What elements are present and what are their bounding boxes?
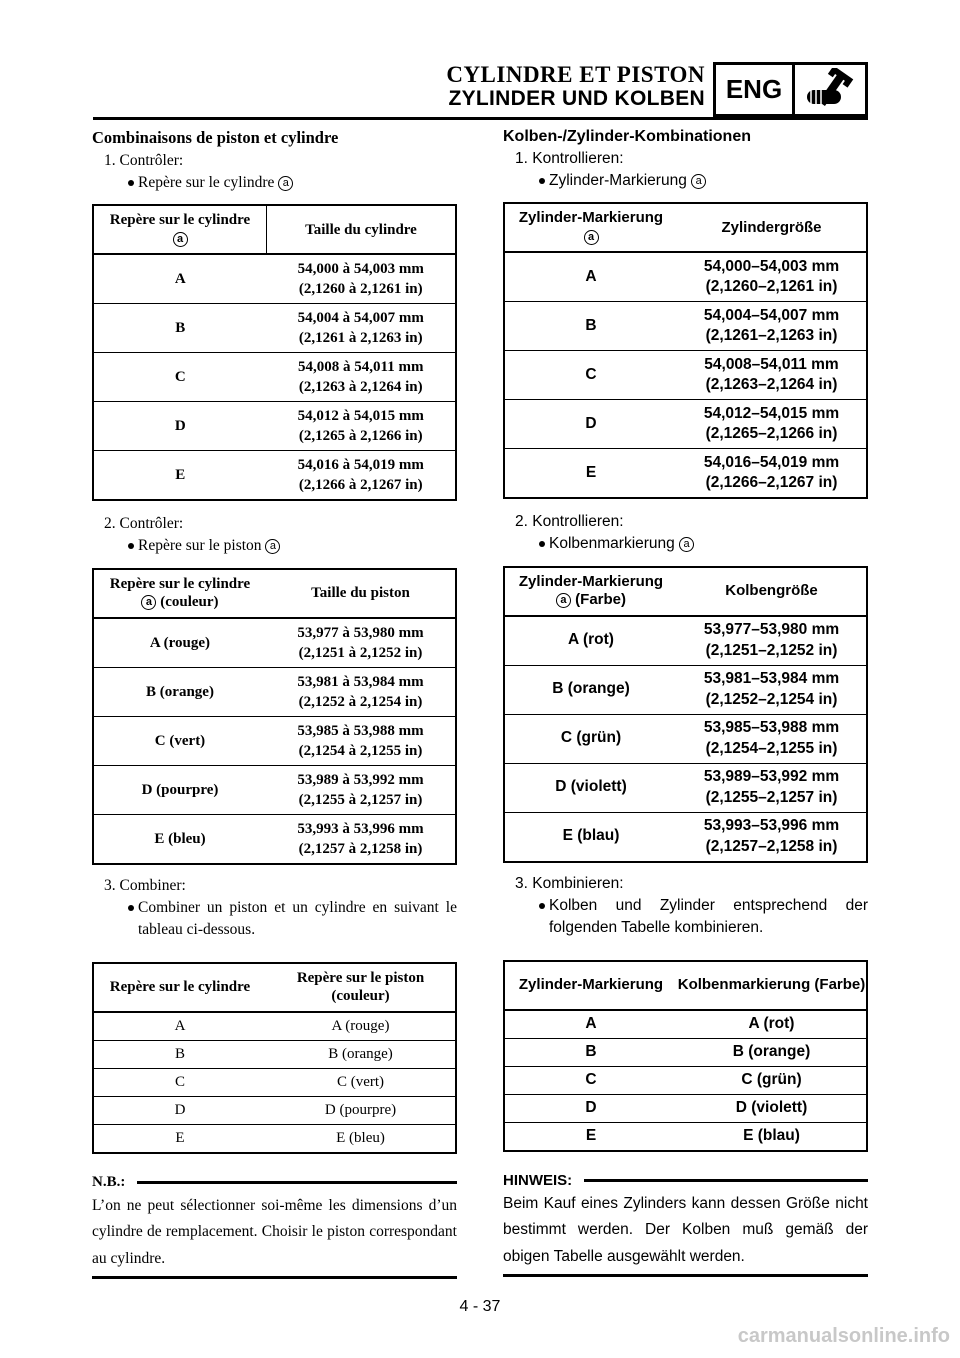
table-cell: B	[504, 1038, 677, 1066]
table-cell: E	[504, 449, 677, 499]
table-cell: E (blau)	[504, 812, 677, 862]
table-cell: 53,993 à 53,996 mm (2,1257 à 2,1258 in)	[266, 814, 456, 864]
table-cell: 53,977–53,980 mm (2,1251–2,1252 in)	[677, 616, 867, 666]
table-cell: D	[93, 1096, 266, 1124]
table-cell: 53,989–53,992 mm (2,1255–2,1257 in)	[677, 763, 867, 812]
table-cell: D (pourpre)	[266, 1096, 456, 1124]
table-cell: C	[504, 351, 677, 400]
section-title-french: CYLINDRE ET PISTON	[446, 62, 705, 87]
cylinder-size-table	[503, 202, 868, 499]
table-cell: C (grün)	[504, 714, 677, 763]
bullet-text: Repère sur le piston	[138, 537, 262, 555]
note-text: Beim Kauf eines Zylinders kann dessen Größe nicht bestimmt werden. Der Kolben muß gemäß der obigen Tabelle ausgewählt werden.	[503, 1194, 868, 1265]
note-end-rule	[503, 1274, 868, 1277]
table-header-cell: Zylinder-Markierung a (Farbe)	[504, 567, 677, 616]
section-heading: Kolben-/Zylinder-Kombinationen	[503, 128, 751, 145]
marker-a: a	[584, 230, 599, 245]
table-cell: 54,012–54,015 mm (2,1265–2,1266 in)	[677, 400, 867, 449]
bullet-icon	[128, 905, 134, 911]
table-cell: E	[93, 451, 267, 501]
marker-a: a	[679, 537, 694, 552]
marker-a: a	[691, 174, 706, 189]
step-3-label: 3. Combiner:	[104, 876, 186, 894]
table-header-cell: Repère sur le cylindre	[93, 963, 266, 1012]
table-cell: D (pourpre)	[93, 765, 266, 814]
note-heading	[503, 1172, 868, 1189]
step-1-bullet	[503, 170, 868, 192]
table-cell: A (rot)	[677, 1010, 867, 1039]
table-cell: 53,981 à 53,984 mm (2,1252 à 2,1254 in)	[266, 667, 456, 716]
table-cell: D (violett)	[677, 1094, 867, 1122]
note-label: N.B.:	[92, 1173, 126, 1190]
table-cell: B	[93, 304, 267, 353]
table-cell: C (grün)	[677, 1066, 867, 1094]
table-cell: 54,016–54,019 mm (2,1266–2,1267 in)	[677, 449, 867, 499]
french-column	[92, 128, 457, 1279]
table-cell: A	[93, 1012, 266, 1041]
table-cell: C	[93, 353, 267, 402]
table-header-cell: Zylindergröße	[677, 203, 867, 252]
step-2-label: 2. Kontrollieren:	[515, 513, 624, 531]
table-cell: E	[93, 1124, 266, 1153]
table-cell: B	[93, 1040, 266, 1068]
table-cell: B	[504, 302, 677, 351]
note-label: HINWEIS:	[503, 1171, 573, 1189]
watermark: carmanualsonline.info	[737, 1325, 950, 1347]
combination-table	[92, 962, 457, 1154]
marker-a: a	[278, 176, 293, 191]
table-cell: E (bleu)	[266, 1124, 456, 1153]
marker-a: a	[265, 539, 280, 554]
table-cell: 53,985 à 53,988 mm (2,1254 à 2,1255 in)	[266, 716, 456, 765]
table-cell: D	[504, 1094, 677, 1122]
table-header-cell: Kolbenmarkierung (Farbe)	[677, 961, 867, 1010]
table-cell: B (orange)	[93, 667, 266, 716]
note-heading	[92, 1174, 457, 1191]
page-number: 4 - 37	[459, 1298, 501, 1315]
wrench-icon	[795, 65, 865, 114]
table-cell: A	[93, 254, 267, 304]
table-cell: D (violett)	[504, 763, 677, 812]
note-rule	[137, 1181, 457, 1184]
bullet-text: Zylinder-Markierung	[549, 172, 687, 189]
piston-size-table	[92, 568, 457, 865]
section-heading: Combinaisons de piston et cylindre	[92, 128, 339, 147]
table-cell: 54,008–54,011 mm (2,1263–2,1264 in)	[677, 351, 867, 400]
table-cell: 54,004–54,007 mm (2,1261–2,1263 in)	[677, 302, 867, 351]
table-header-cell: Kolbengröße	[677, 567, 867, 616]
table-cell: 53,985–53,988 mm (2,1254–2,1255 in)	[677, 714, 867, 763]
table-cell: B (orange)	[504, 665, 677, 714]
step-2-bullet	[503, 533, 868, 555]
header-rule	[93, 117, 868, 120]
bullet-text: Repère sur le cylindre	[138, 174, 275, 191]
table-cell: E	[504, 1122, 677, 1151]
german-column	[503, 128, 868, 1277]
table-cell: 54,012 à 54,015 mm (2,1265 à 2,1266 in)	[267, 402, 457, 451]
note-end-rule	[92, 1276, 457, 1279]
table-cell: B (orange)	[266, 1040, 456, 1068]
cylinder-size-table	[92, 204, 457, 501]
section-title-german: ZYLINDER UND KOLBEN	[448, 87, 705, 110]
step-1-label: 1. Kontrollieren:	[515, 150, 624, 167]
table-cell: 54,000 à 54,003 mm (2,1260 à 2,1261 in)	[267, 254, 457, 304]
table-cell: 54,004 à 54,007 mm (2,1261 à 2,1263 in)	[267, 304, 457, 353]
table-header-cell: Repère sur le cylindre a (couleur)	[93, 569, 266, 618]
piston-size-table	[503, 566, 868, 863]
marker-a: a	[556, 593, 571, 608]
step-2-bullet	[92, 535, 457, 557]
table-cell: E (blau)	[677, 1122, 867, 1151]
table-header-cell: Repère sur le piston (couleur)	[266, 963, 456, 1012]
table-cell: 53,993–53,996 mm (2,1257–2,1258 in)	[677, 812, 867, 862]
table-cell: A	[504, 252, 677, 302]
table-cell: A (rouge)	[266, 1012, 456, 1041]
table-cell: 54,016 à 54,019 mm (2,1266 à 2,1267 in)	[267, 451, 457, 501]
table-cell: 53,989 à 53,992 mm (2,1255 à 2,1257 in)	[266, 765, 456, 814]
table-cell: C	[504, 1066, 677, 1094]
table-cell: E (bleu)	[93, 814, 266, 864]
table-cell: 54,000–54,003 mm (2,1260–2,1261 in)	[677, 252, 867, 302]
note-rule	[584, 1179, 868, 1182]
step-3-bullet	[503, 895, 868, 940]
note-text: L’on ne peut sélectionner soi-même les dimensions d’un cylindre de remplacement. Choisir le piston correspondant au cylindre.	[92, 1196, 457, 1267]
bullet-icon	[539, 178, 545, 184]
combination-table	[503, 960, 868, 1152]
step-3-label: 3. Kombinieren:	[515, 874, 624, 892]
table-cell: C (vert)	[266, 1068, 456, 1096]
marker-a: a	[173, 232, 188, 247]
bullet-text: Kolben und Zylinder entsprechend der folgenden Tabelle kombinieren.	[549, 896, 868, 937]
table-cell: C	[93, 1068, 266, 1096]
table-cell: D	[504, 400, 677, 449]
table-cell: C (vert)	[93, 716, 266, 765]
table-header-cell: Zylinder-Markierung	[504, 961, 677, 1010]
table-cell: D	[93, 402, 267, 451]
marker-a: a	[141, 595, 156, 610]
table-header-cell: Taille du cylindre	[267, 205, 457, 254]
step-2-label: 2. Contrôler:	[104, 515, 184, 533]
bullet-text: Combiner un piston et un cylindre en suivant le tableau ci-dessous.	[138, 898, 457, 939]
step-3-bullet	[92, 897, 457, 942]
table-header-cell: Zylinder-Markierung a	[504, 203, 677, 252]
step-1-bullet	[92, 172, 457, 194]
table-cell: A	[504, 1010, 677, 1039]
bullet-icon	[539, 903, 545, 909]
table-header-cell: Repère sur le cylindre a	[93, 205, 267, 254]
table-cell: A (rot)	[504, 616, 677, 666]
table-cell: 53,977 à 53,980 mm (2,1251 à 2,1252 in)	[266, 618, 456, 668]
table-cell: B (orange)	[677, 1038, 867, 1066]
table-header-cell: Taille du piston	[266, 569, 456, 618]
step-1-label: 1. Contrôler:	[104, 152, 184, 169]
bullet-text: Kolbenmarkierung	[549, 535, 675, 553]
table-cell: A (rouge)	[93, 618, 266, 668]
bullet-icon	[128, 180, 134, 186]
engine-section-badge	[713, 62, 868, 117]
table-cell: 53,981–53,984 mm (2,1252–2,1254 in)	[677, 665, 867, 714]
lang-badge-label: ENG	[716, 65, 795, 114]
table-cell: 54,008 à 54,011 mm (2,1263 à 2,1264 in)	[267, 353, 457, 402]
